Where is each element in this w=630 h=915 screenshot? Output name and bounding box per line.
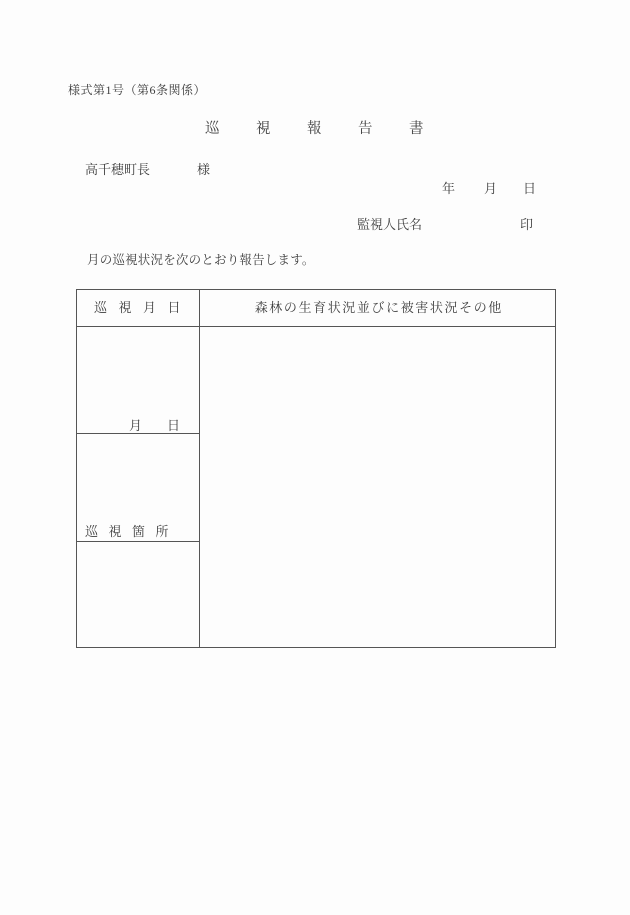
addressee-name: 高千穂町長	[85, 162, 151, 177]
addressee-honorific: 様	[197, 162, 211, 177]
observation-column-header: 森林の生育状況並びに被害状況その他	[254, 300, 503, 315]
patrol-date-column-header: 巡視月日	[94, 300, 193, 315]
month-label: 月	[484, 181, 498, 196]
seal-label: 印	[520, 217, 534, 232]
monitor-name-label: 監視人氏名	[357, 217, 423, 232]
day-label: 日	[523, 181, 537, 196]
document-title: 巡視報告書	[205, 121, 460, 137]
extra-cell	[77, 542, 199, 647]
month-fill-label: 月	[129, 418, 143, 433]
year-label: 年	[442, 181, 456, 196]
patrol-location-label: 巡視箇所	[85, 524, 180, 539]
observation-cell	[200, 327, 556, 647]
form-number: 様式第1号（第6条関係）	[68, 83, 207, 97]
day-fill-label: 日	[167, 418, 181, 433]
report-statement: 月の巡視状況を次のとおり報告します。	[87, 253, 315, 267]
